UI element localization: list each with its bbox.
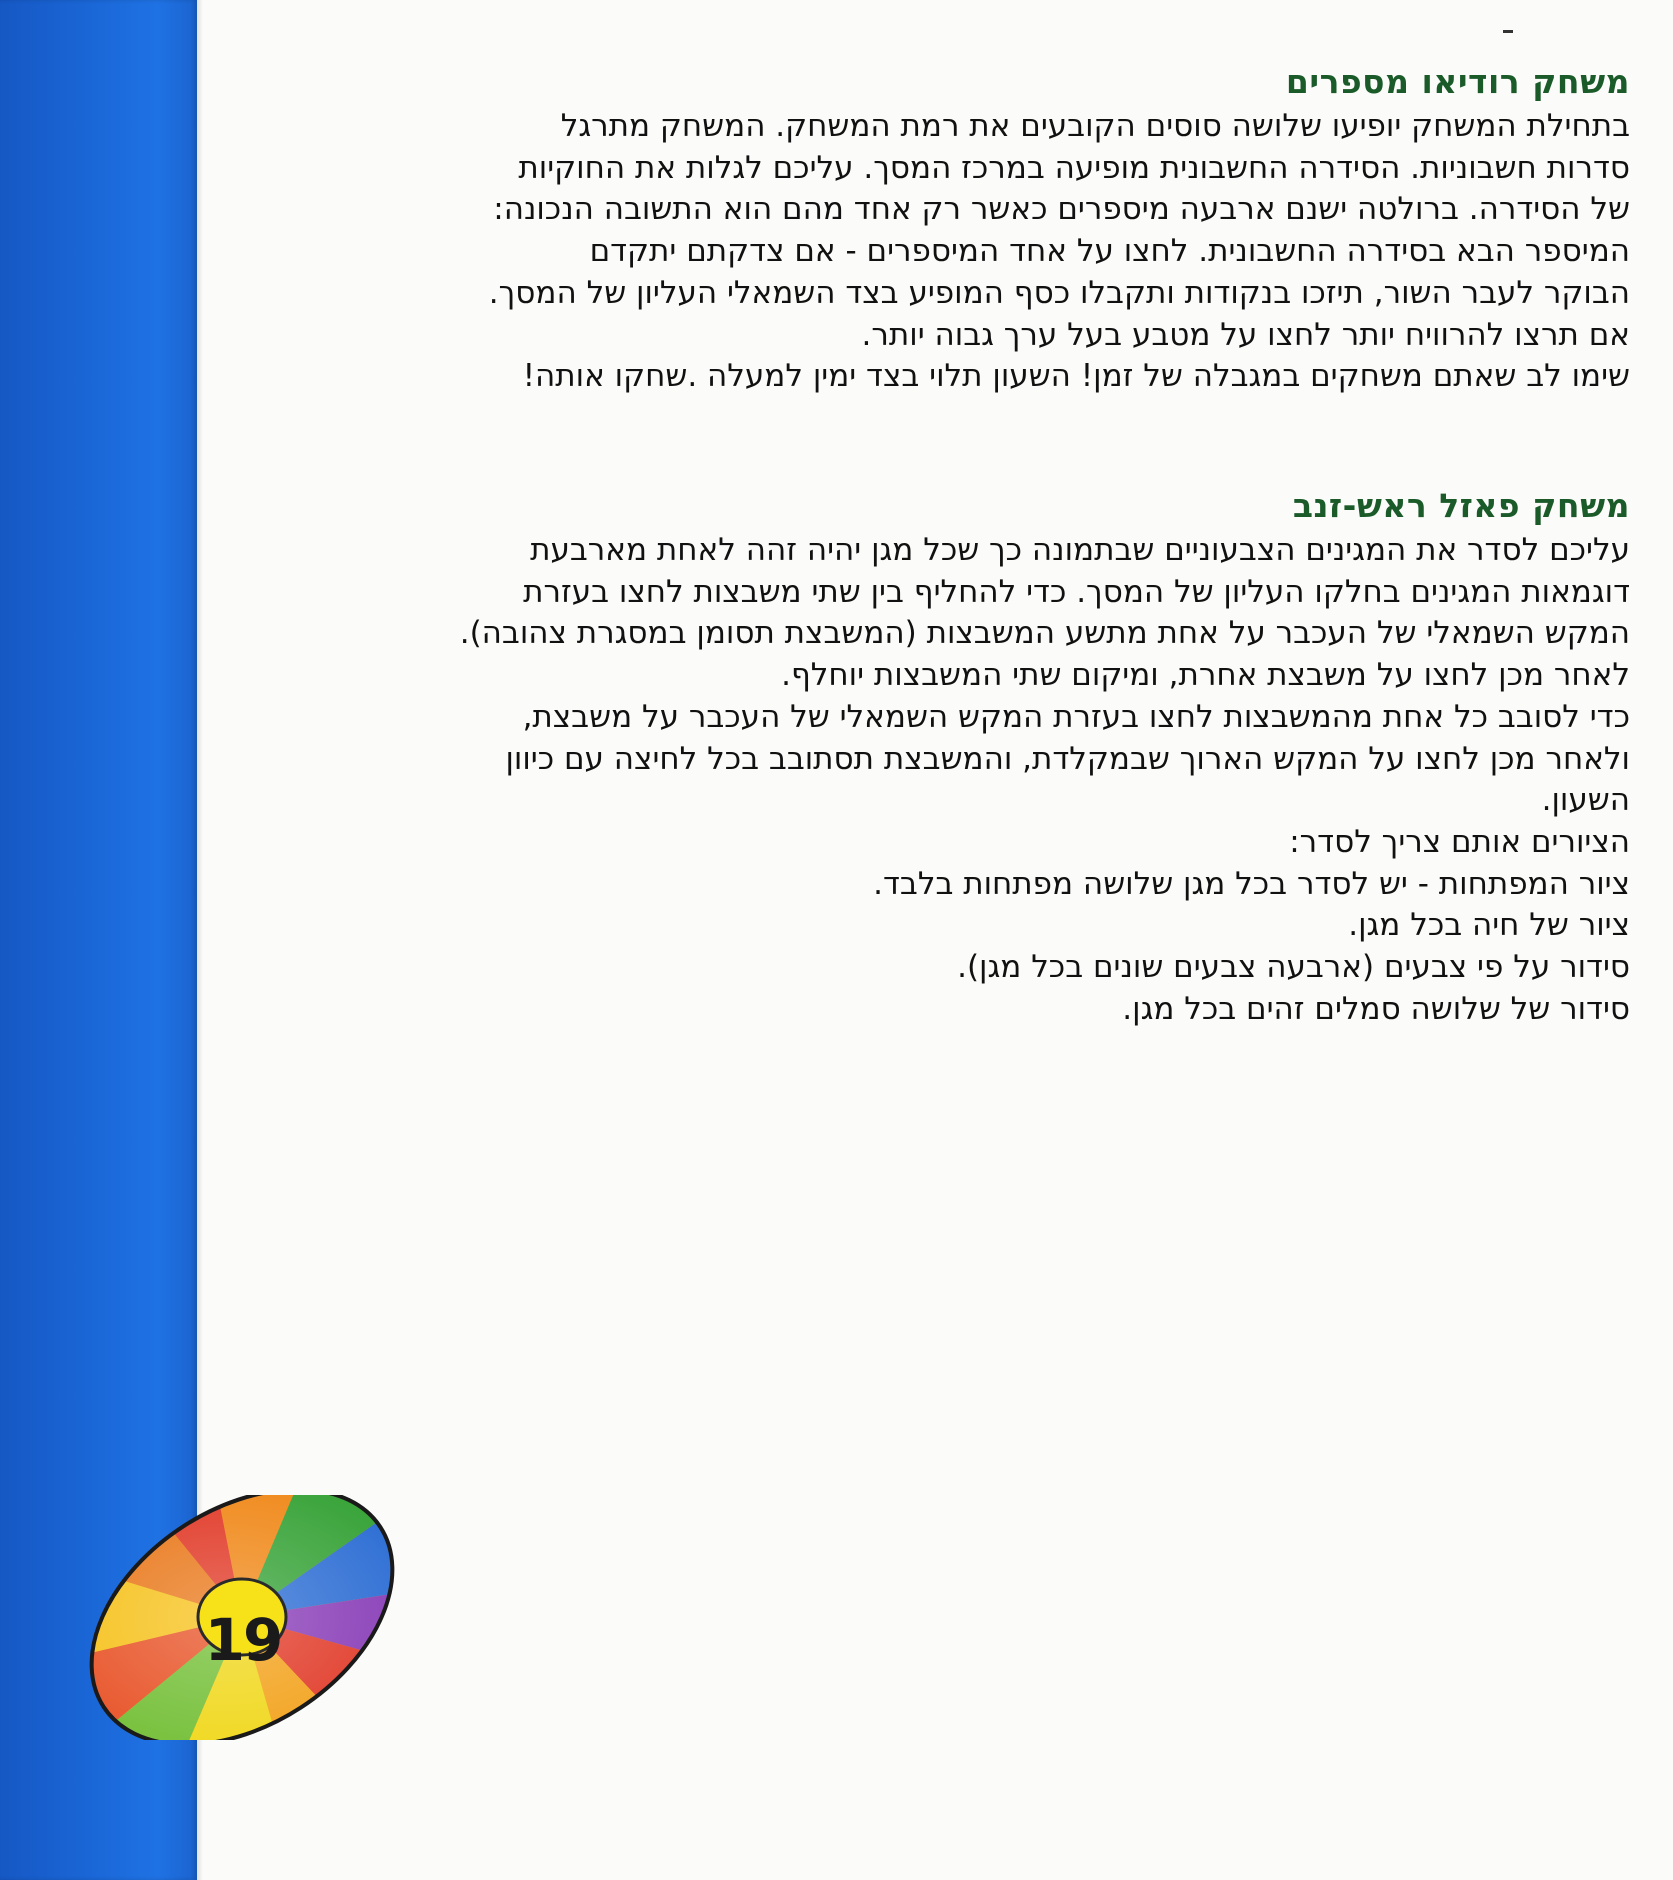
paragraph-line: סדרות חשבוניות. הסידרה החשבונית מופיעה במרכז המסך. עליכם לגלות את החוקיות bbox=[518, 149, 1630, 186]
section-title-head-tail-puzzle: משחק פאזל ראש-זנב bbox=[1292, 486, 1630, 525]
paragraph-line: שימו לב שאתם משחקים במגבלה של זמן! השעון תלוי בצד ימין למעלה .שחקו אותה! bbox=[522, 358, 1630, 395]
list-item: סידור של שלושה סמלים זהים בכל מגן. bbox=[1122, 990, 1630, 1027]
paragraph-line: המקש השמאלי של העכבר על אחת מתשע המשבצות (המשבצת תסומן במסגרת צהובה). bbox=[459, 615, 1630, 652]
paragraph-line: הציורים אותם צריך לסדר: bbox=[1289, 823, 1630, 860]
paragraph-line: הבוקר לעבר השור, תיזכו בנקודות ותקבלו כסף המופיע בצד השמאלי העליון של המסך. bbox=[488, 274, 1630, 311]
paragraph-line: עליכם לסדר את המגינים הצבעוניים שבתמונה כך שכל מגן יהיה זהה לאחת מארבעת bbox=[530, 532, 1630, 568]
paragraph-line: אם תרצו להרוויח יותר לחצו על מטבע בעל ערך גבוה יותר. bbox=[861, 316, 1630, 353]
paragraph-line: של הסידרה. ברולטה ישנם ארבעה מיספרים כאשר רק אחד מהם הוא התשובה הנכונה: bbox=[493, 191, 1630, 228]
paragraph-line: המיספר הבא בסידרה החשבונית. לחצו על אחד המיספרים - אם צדקתם יתקדם bbox=[589, 233, 1630, 270]
paragraph-line: בתחילת המשחק יופיעו שלושה סוסים הקובעים את רמת המשחק. המשחק מתרגל bbox=[560, 108, 1630, 144]
print-mark bbox=[1503, 30, 1513, 33]
page-number: 19 bbox=[204, 1606, 282, 1674]
section-title-number-rodeo: משחק רודיאו מספרים bbox=[1285, 62, 1630, 101]
section-head-tail-puzzle bbox=[225, 484, 1630, 1030]
list-item: סידור על פי צבעים (ארבעה צבעים שונים בכל מגן). bbox=[957, 949, 1630, 986]
paragraph-line: השעון. bbox=[1541, 782, 1630, 819]
paragraph-line: דוגמאות המגינים בחלקו העליון של המסך. כדי להחליף בין שתי משבצות לחצו בעזרת bbox=[523, 573, 1630, 610]
paragraph-line: ולאחר מכן לחצו על המקש הארוך שבמקלדת, והמשבצת תסתובב בכל לחיצה עם כיוון bbox=[505, 740, 1630, 777]
list-item: ציור של חיה בכל מגן. bbox=[1348, 907, 1630, 944]
list-item: ציור המפתחות - יש לסדר בכל מגן שלושה מפתחות בלבד. bbox=[873, 865, 1630, 902]
paragraph-line: לאחר מכן לחצו על משבצת אחרת, ומיקום שתי המשבצות יוחלף. bbox=[781, 657, 1630, 694]
paragraph-line: כדי לסובב כל אחת מהמשבצות לחצו בעזרת המקש השמאלי של העכבר על משבצת, bbox=[522, 698, 1630, 735]
section-number-rodeo bbox=[225, 60, 1630, 398]
